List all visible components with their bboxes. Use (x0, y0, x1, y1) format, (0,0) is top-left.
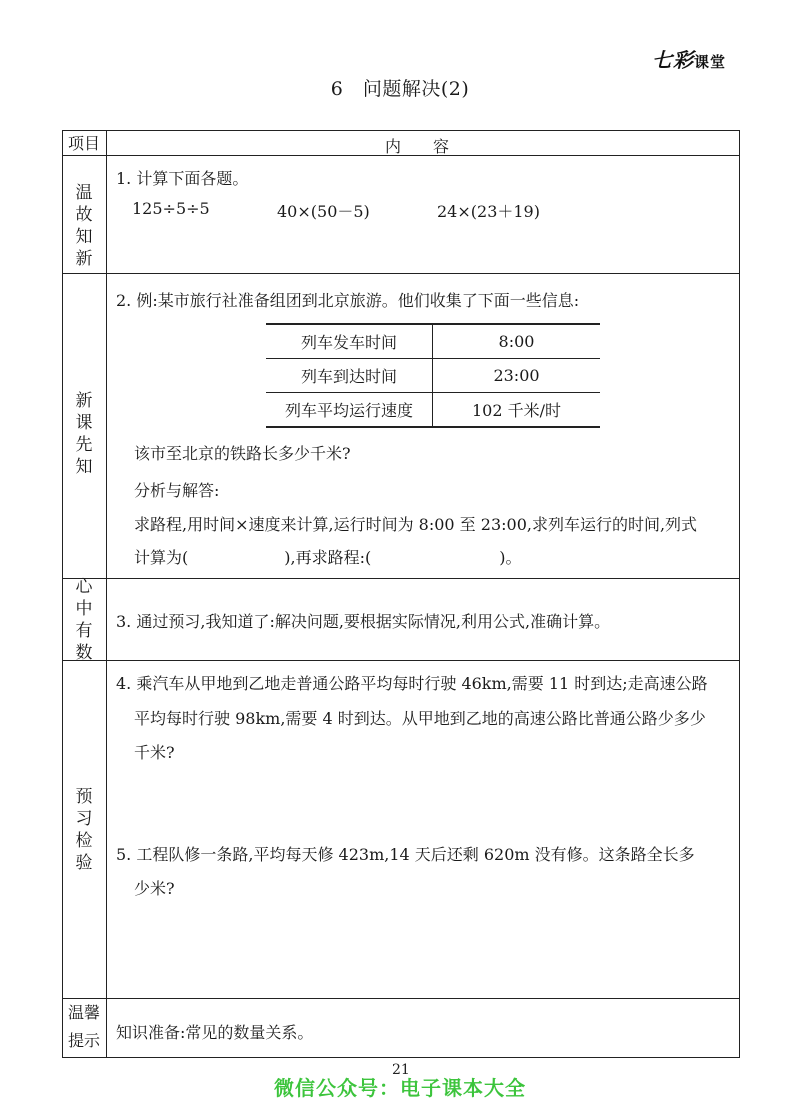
section-label-preview: 新 课 先 知 (75, 391, 93, 477)
analysis-line-2: 计算为( ),再求路程:( )。 (134, 548, 522, 567)
publisher-logo (652, 44, 726, 73)
question-4-line-3: 千米? (134, 743, 175, 762)
section-label-check: 预 习 检 验 (75, 787, 93, 873)
question-4-line-2: 平均每时行驶 98km,需要 4 时到达。从甲地到乙地的高速公路比普通公路少多少 (134, 709, 706, 728)
row-divider (62, 998, 740, 999)
section-label-tips: 温馨 提示 (67, 1003, 101, 1050)
expression-2: 40×(50－5) (277, 202, 370, 221)
logo-main: 七彩 (652, 48, 694, 72)
expression-3: 24×(23＋19) (437, 202, 540, 221)
section-label-review: 温 故 知 新 (75, 183, 93, 269)
question-5-line-1: 5. 工程队修一条路,平均每天修 423m,14 天后还剩 620m 没有修。这条路全长多 (116, 845, 695, 864)
question-4-line-1: 4. 乘汽车从甲地到乙地走普通公路平均每时行驶 46km,需要 11 时到达;走高速公路 (116, 674, 708, 693)
example-question: 该市至北京的铁路长多少千米? (134, 444, 351, 463)
header-content: 内 容 (385, 137, 450, 156)
table-row: 列车发车时间 8:00 (266, 324, 600, 359)
train-info-table (266, 323, 600, 428)
table-row: 列车到达时间 23:00 (266, 359, 600, 393)
column-divider (106, 130, 107, 1058)
question-2: 2. 例:某市旅行社准备组团到北京旅游。他们收集了下面一些信息: (116, 291, 580, 310)
page-title: 6 问题解决(2) (330, 78, 470, 100)
expression-1: 125÷5÷5 (132, 199, 210, 218)
page-number: 21 (392, 1062, 410, 1078)
section-label-insight: 心 中 有 数 (75, 577, 93, 663)
tips-text: 知识准备:常见的数量关系。 (116, 1023, 314, 1042)
analysis-heading: 分析与解答: (134, 481, 220, 500)
analysis-line-1: 求路程,用时间×速度来计算,运行时间为 8:00 至 23:00,求列车运行的时间,列式 (134, 515, 698, 534)
question-1: 1. 计算下面各题。 (116, 169, 249, 188)
header-item: 项目 (67, 134, 100, 153)
row-divider (62, 273, 740, 274)
row-divider (62, 660, 740, 661)
table-row: 列车平均运行速度 102 千米/时 (266, 393, 600, 428)
row-divider (62, 578, 740, 579)
watermark-text: 微信公众号：电子课本大全 (274, 1076, 526, 1100)
worksheet-table (62, 130, 740, 1058)
question-5-line-2: 少米? (134, 879, 175, 898)
question-3: 3. 通过预习,我知道了:解决问题,要根据实际情况,利用公式,准确计算。 (116, 612, 611, 631)
logo-sub: 课堂 (694, 53, 727, 71)
